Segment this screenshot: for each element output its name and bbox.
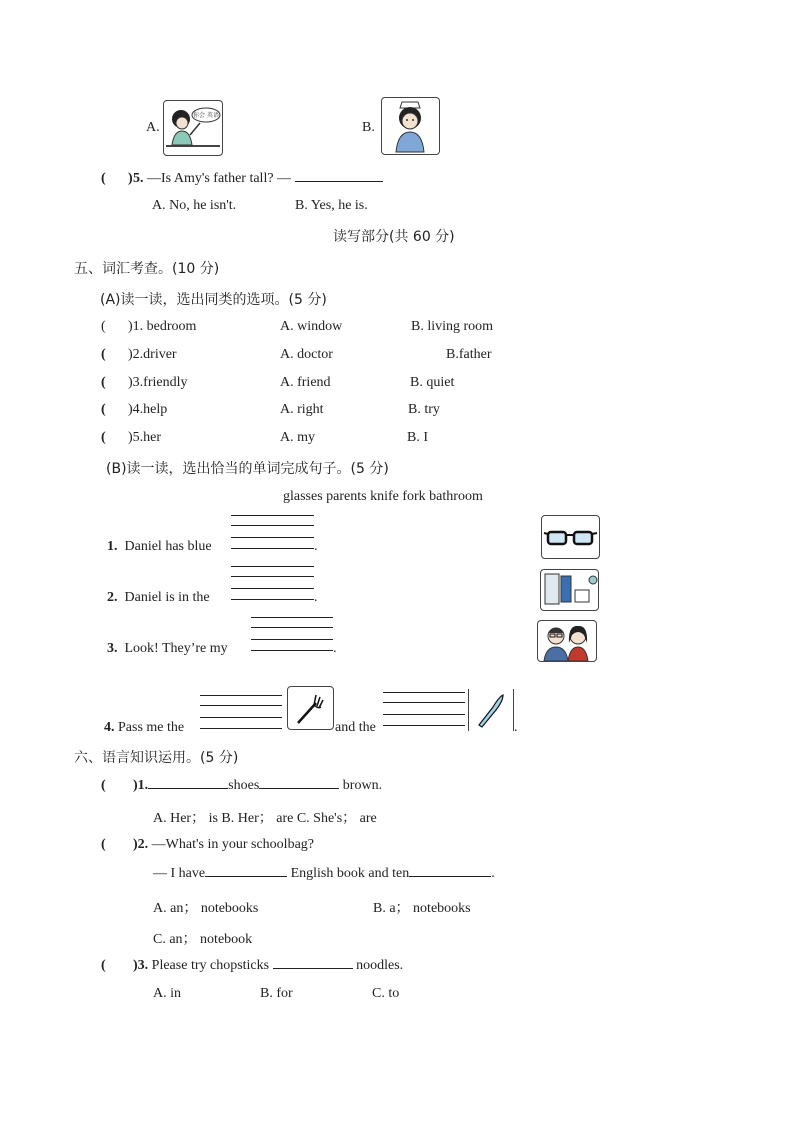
q6-3-text1: Please try chopsticks [151, 958, 270, 973]
q6-2-text1: —What's in your schoolbag? [151, 837, 314, 852]
vocab-item-2: )2.driver [128, 347, 177, 362]
q5-option-a: A. No, he isn't. [152, 198, 237, 213]
vocab-option-b: B. try [408, 402, 440, 417]
b-item-text: Pass me the [118, 720, 185, 735]
vocab-option-a: A. my [280, 430, 315, 445]
answer-blank[interactable] [148, 788, 228, 789]
paren-open: ( [101, 778, 106, 793]
q6-3-option-b: B. for [260, 986, 293, 1001]
q5-answer-blank[interactable] [295, 181, 383, 182]
b-item-number: 2. [107, 590, 118, 605]
paren-open: ( [101, 319, 106, 334]
period: . [314, 590, 318, 605]
vocab-option-b: B. quiet [410, 375, 455, 390]
answer-blank[interactable] [259, 788, 339, 789]
writing-lines[interactable] [383, 692, 465, 726]
q5-option-b: B. Yes, he is. [295, 198, 368, 213]
writing-lines[interactable] [251, 617, 333, 651]
fork-image [287, 686, 334, 730]
vocab-option-b: B.father [446, 347, 492, 362]
q5-paren-close: ) [128, 171, 133, 186]
writing-lines[interactable] [231, 515, 314, 549]
section6-title: 六、语言知识运用。(5 分) [74, 750, 239, 766]
writing-lines[interactable] [200, 695, 282, 729]
q6-2-option-a: A. an； notebooks [153, 901, 259, 916]
answer-blank[interactable] [273, 968, 353, 969]
q6-2-option-b: B. a； notebooks [373, 901, 471, 916]
period: . [314, 539, 318, 554]
answer-blank[interactable] [205, 876, 287, 877]
vocab-option-b: B. living room [411, 319, 494, 334]
paren-open: ( [101, 347, 106, 362]
q6-3-text2: noodles. [356, 958, 404, 973]
bubble-text: 你会 英语 [193, 112, 219, 119]
option-b-label: B. [362, 120, 375, 135]
q6-2-text2b: English book and ten [290, 866, 410, 881]
q5-question: —Is Amy's father tall? — [147, 171, 292, 186]
vocab-item-5: )5.her [128, 430, 162, 445]
teacher-image [163, 100, 223, 156]
q6-2-text2a: — I have [153, 866, 206, 881]
b-item-mid: and the [335, 720, 376, 735]
b-item-text: Daniel has blue [124, 539, 212, 554]
period: . [333, 641, 337, 656]
paren-open: ( [101, 375, 106, 390]
b-item-number: 3. [107, 641, 118, 656]
q6-3-number: )3. [133, 958, 149, 973]
knife-image [468, 689, 514, 731]
q6-1-options: A. Her； is B. Her； are C. She's； are [153, 811, 377, 826]
vocab-item-3: )3.friendly [128, 375, 188, 390]
writing-lines[interactable] [231, 566, 314, 600]
vocab-item-1: )1. bedroom [128, 319, 197, 334]
q6-2-option-c: C. an； notebook [153, 932, 253, 947]
bathroom-image [540, 569, 599, 611]
q6-1-number: )1. [133, 778, 149, 793]
vocab-option-a: A. right [280, 402, 324, 417]
vocab-option-a: A. friend [280, 375, 331, 390]
nurse-image [381, 97, 440, 155]
paren-open: ( [101, 402, 106, 417]
vocab-option-a: A. window [280, 319, 343, 334]
period: . [514, 720, 518, 735]
glasses-image [541, 515, 600, 559]
parents-image [537, 620, 597, 662]
option-a-label: A. [146, 120, 160, 135]
vocab-option-a: A. doctor [280, 347, 333, 362]
b-item-text: Look! They’re my [124, 641, 228, 656]
paren-open: ( [101, 430, 106, 445]
q6-3-option-a: A. in [153, 986, 181, 1001]
part-title: 读写部分(共 60 分) [333, 229, 455, 245]
b-item-number: 4. [104, 720, 115, 735]
section5-title: 五、词汇考查。(10 分) [74, 261, 220, 277]
section5a-title: (A)读一读，选出同类的选项。(5 分) [100, 292, 327, 308]
paren-open: ( [101, 837, 106, 852]
q6-3-option-c: C. to [372, 986, 400, 1001]
q5-number: 5. [133, 171, 144, 186]
q5-paren: ( [101, 171, 106, 186]
b-item-number: 1. [107, 539, 118, 554]
vocab-option-b: B. I [407, 430, 428, 445]
q6-1-text2: brown. [342, 778, 383, 793]
q6-1-text1: shoes [228, 778, 260, 793]
section5b-title: (B)读一读，选出恰当的单词完成句子。(5 分) [106, 461, 389, 477]
paren-open: ( [101, 958, 106, 973]
b-item-text: Daniel is in the [124, 590, 210, 605]
q6-2-number: )2. [133, 837, 149, 852]
vocab-item-4: )4.help [128, 402, 168, 417]
word-bank: glasses parents knife fork bathroom [283, 489, 483, 504]
answer-blank[interactable] [409, 876, 491, 877]
